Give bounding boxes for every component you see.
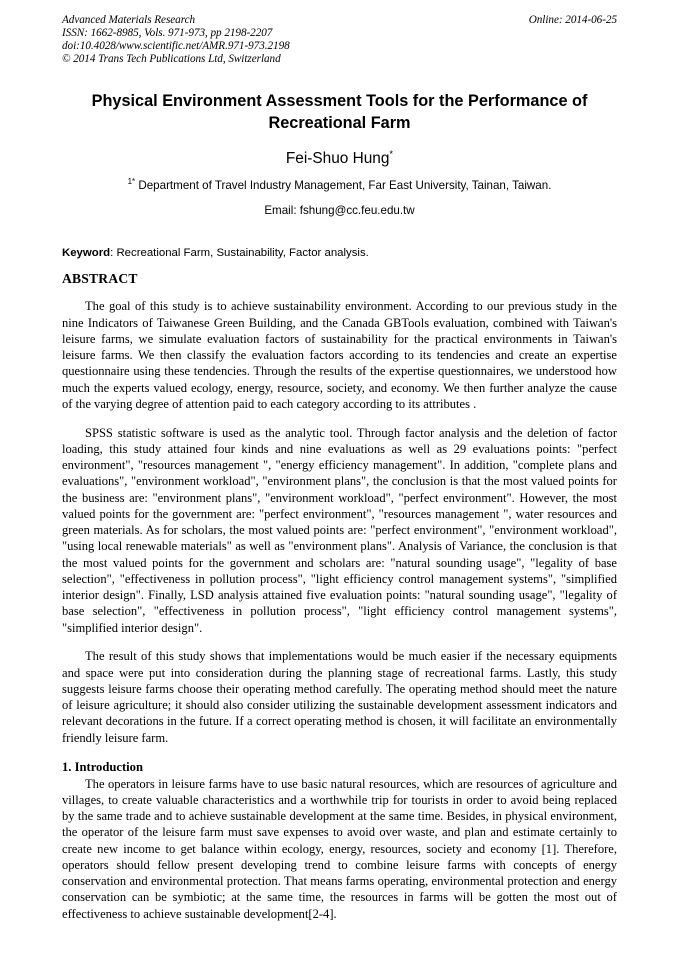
copyright-line: © 2014 Trans Tech Publications Ltd, Switzerland [62,53,281,66]
doi-line: doi:10.4028/www.scientific.net/AMR.971-973.2198 [62,40,290,53]
issn-line: ISSN: 1662-8985, Vols. 971-973, pp 2198-2207 [62,27,273,40]
keyword-label: Keyword [62,247,111,260]
affiliation-text: Department of Travel Industry Management, Far East University, Tainan, Taiwan. [138,179,552,193]
abstract-paragraph: The result of this study shows that implementations would be much easier if the necessary equipments and space were put into consideration during the planning stage of recreational farms. Lastly, this study suggests leisure farms choose their operating method carefully. The operating method should meet the nature of leisure agriculture; it should also consider utilizing the sustainable development assessment indicators and relevant decorations in the future. If a correct operating method is chosen, it will facilitate an environmentally friendly leisure farm. [62,649,617,745]
page-title: Physical Environment Assessment Tools for the Performance of Recreational Farm [91,92,588,132]
keyword-line [62,246,617,261]
abstract-heading: ABSTRACT [62,271,138,287]
online-date: Online: 2014-06-25 [528,14,617,26]
keyword-values: : Recreational Farm, Sustainability, Factor analysis. [110,247,369,260]
section-heading-introduction: 1. Introduction [62,759,143,774]
author-name-line [62,149,617,168]
journal-name: Advanced Materials Research [62,14,196,26]
affiliation-marker: 1* [127,177,136,187]
author-affiliation-marker: * [389,149,394,161]
affiliation-line [62,178,617,194]
abstract-paragraph: SPSS statistic software is used as the analytic tool. Through factor analysis and the deletion of factor loading, this study attained four kinds and nine evaluations as well as 29 evaluations points: "perfect environment", "resources management ", "energy efficiency management". In addition, "complete plans and evaluations", "environment workload", "environment plans", the conclusion is that the most valued points for the business are: "environment plans", "environment workload", "perfect environment". However, the most valued points for the government are: "perfect environment", "resources management ", water resources and green materials. As for scholars, the most valued points are: "perfect environment", "environment workload", "using local renewable materials" as well as "environment plans". Analysis of Variance, the conclusion is that the most valued points for the government and scholars are: "natural sounding usage", "legality of base selection", "effectiveness in pollution process", "light efficiency control management systems", "simplified interior design". Finally, LSD analysis attained five evaluation points: "natural sounding usage", "legality of base selection", "effectiveness in pollution process", "light efficiency control management systems", "simplified interior design". [62,425,617,635]
journal-header [62,14,617,66]
introduction-paragraph: The operators in leisure farms have to use basic natural resources, which are resources of agriculture and villages, to create valuable characteristics and a worthwhile trip for tourists in order to avoid being replaced by the same trade and to achieve sustainable development at the same time. Besides, in physical environment, the operator of the leisure farm must save expenses to avoid over waste, and plan and estimate certainly to create new income to get balance within ecology, energy, resources, society and economy [1]. Therefore, operators should fellow present developing trend to combine leisure farms with concepts of energy conservation and environmental protection. That means farms operating, environmental protection and energy conservation can be symbiotic; at the same time, the resources in farms will be gotten the most out of effectiveness to achieve sustainable development[2-4]. [62,776,617,921]
author-email: Email: fshung@cc.feu.edu.tw [264,204,415,218]
author-name: Fei-Shuo Hung [285,150,390,168]
abstract-paragraph: The goal of this study is to achieve sustainability environment. According to our previous study in the nine Indicators of Taiwanese Green Building, and the Canada GBTools evaluation, combined with Taiwan's leisure farms, we simulate evaluation factors of sustainability for the practical environments in Taiwan's leisure farms. We then classify the evaluation factors according to its tendencies and create an expertise questionnaire using these tendencies. Through the results of the expertise questionnaires, we understood how much the experts valued ecology, energy, resource, society, and economy. We then further analyze the cause of the varying degree of attention paid to each category according to its attributes . [62,299,617,411]
